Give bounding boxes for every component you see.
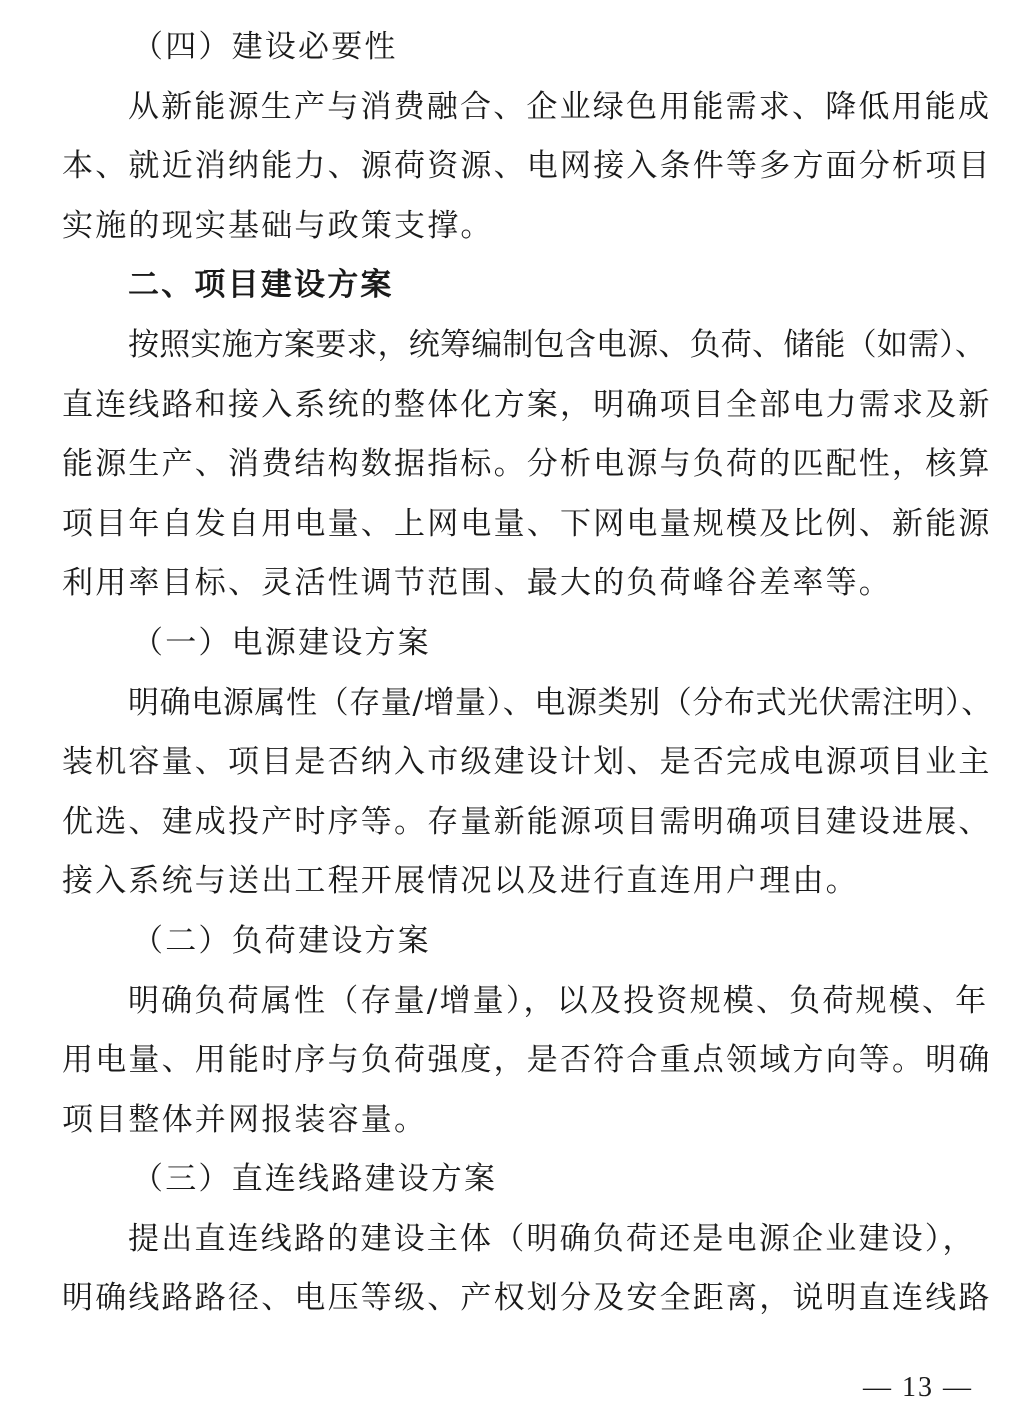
paragraph-line: 接入系统与送出工程开展情况以及进行直连用户理由。	[62, 863, 859, 900]
section-subheading: （二）负荷建设方案	[132, 922, 431, 959]
document-body	[62, 18, 993, 1329]
paragraph-line: 利用率目标、灵活性调节范围、最大的负荷峰谷差率等。	[62, 565, 892, 602]
page-number: — 13 —	[863, 1372, 973, 1403]
paragraph-line: 能源生产、消费结构数据指标。分析电源与负荷的匹配性，核算	[62, 446, 992, 483]
paragraph-line: 用电量、用能时序与负荷强度，是否符合重点领域方向等。明确	[62, 1042, 992, 1079]
paragraph-line: 实施的现实基础与政策支撑。	[62, 207, 494, 244]
section-heading: 二、项目建设方案	[128, 267, 394, 304]
paragraph-line: 项目整体并网报装容量。	[62, 1101, 428, 1138]
paragraph-line: 明确线路路径、电压等级、产权划分及安全距离，说明直连线路	[62, 1280, 992, 1317]
paragraph-line: 本、就近消纳能力、源荷资源、电网接入条件等多方面分析项目	[62, 148, 992, 185]
section-subheading: （四）建设必要性	[132, 29, 398, 65]
paragraph-line: 优选、建成投产时序等。存量新能源项目需明确项目建设进展、	[62, 803, 992, 840]
paragraph-line: 项目年自发自用电量、上网电量、下网电量规模及比例、新能源	[62, 505, 992, 542]
section-subheading: （一）电源建设方案	[132, 624, 431, 661]
paragraph-line: 装机容量、项目是否纳入市级建设计划、是否完成电源项目业主	[62, 744, 992, 781]
paragraph-first-line: 明确负荷属性（存量/增量），以及投资规模、负荷规模、年	[128, 982, 989, 1019]
paragraph-first-line: 明确电源属性（存量/增量）、电源类别（分布式光伏需注明）、	[128, 684, 993, 721]
paragraph-first-line: 从新能源生产与消费融合、企业绿色用能需求、降低用能成	[128, 88, 992, 125]
paragraph-first-line: 提出直连线路的建设主体（明确负荷还是电源企业建设），	[128, 1220, 976, 1257]
paragraph-first-line: 按照实施方案要求，统筹编制包含电源、负荷、储能（如需）、	[128, 326, 987, 363]
section-subheading: （三）直连线路建设方案	[132, 1161, 498, 1198]
paragraph-line: 直连线路和接入系统的整体化方案，明确项目全部电力需求及新	[62, 386, 992, 423]
